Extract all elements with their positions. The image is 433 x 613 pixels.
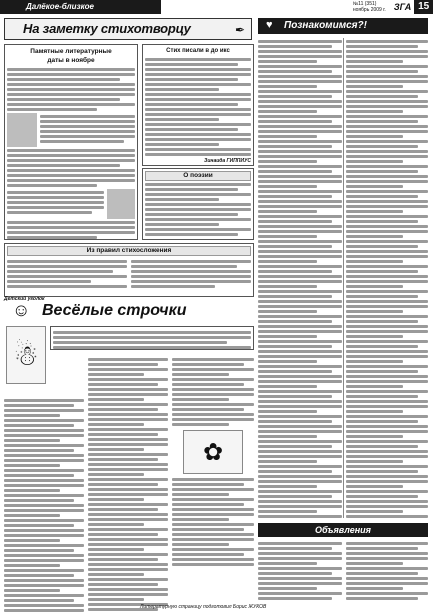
fun-col-2 [88,356,168,613]
smiley-icon: ☺ [12,300,31,320]
poetry-box [142,168,254,240]
fun-col-3 [172,356,254,568]
issue-meta: №11 (351) ноябрь 2009 г. [352,1,386,13]
newspaper-logo: ЗГА [393,2,412,12]
poet-quote-title: Стих писали в до икс [166,48,230,54]
cartoon-image: ✿ [183,430,243,474]
page-number: 15 [414,0,433,14]
kid-drawing-image: ☃ [6,326,46,384]
column-divider [343,38,344,518]
quote-signature: Зинаида ГИППИУС [204,158,251,164]
dating-col-2 [346,38,428,518]
section-banner-poet [4,18,252,40]
fun-content [4,326,254,602]
poetry-title: О поэзии [145,171,251,181]
section-label: Далёкое-близкое [0,0,161,14]
memorial-text [7,68,135,239]
ads-title: Объявления [258,523,428,537]
kids-corner-label: Детский уголок [4,296,45,302]
page-footer: Литературную страницу подготовил Борис ЖУКОВ [140,604,267,610]
rules-title: Из правил стихосложения [7,246,251,256]
book-pen-icon: ✒ [234,23,245,37]
poet-quote-box [142,44,254,166]
fun-title: Весёлые строчки [42,302,187,319]
intro-note [50,326,254,350]
fun-section-banner [4,296,254,322]
portrait-image [107,189,135,219]
banner-title: На заметку стихотворцу [23,21,191,36]
ads-col-2 [346,540,428,602]
banner-title-dating: Познакомимся?! [284,20,367,31]
hearts-icon: ♥ [266,19,273,31]
section-banner-dating [258,18,428,34]
memorial-title-2: даты в ноябре [47,57,95,64]
rules-box [4,243,254,297]
ads-col-1 [258,540,342,602]
top-bar [0,0,433,14]
memorial-dates-box [4,44,138,240]
dating-col-1 [258,38,342,518]
fun-col-1 [4,388,84,613]
portrait-image [7,113,37,147]
memorial-title-1: Памятные литературные [30,48,112,55]
